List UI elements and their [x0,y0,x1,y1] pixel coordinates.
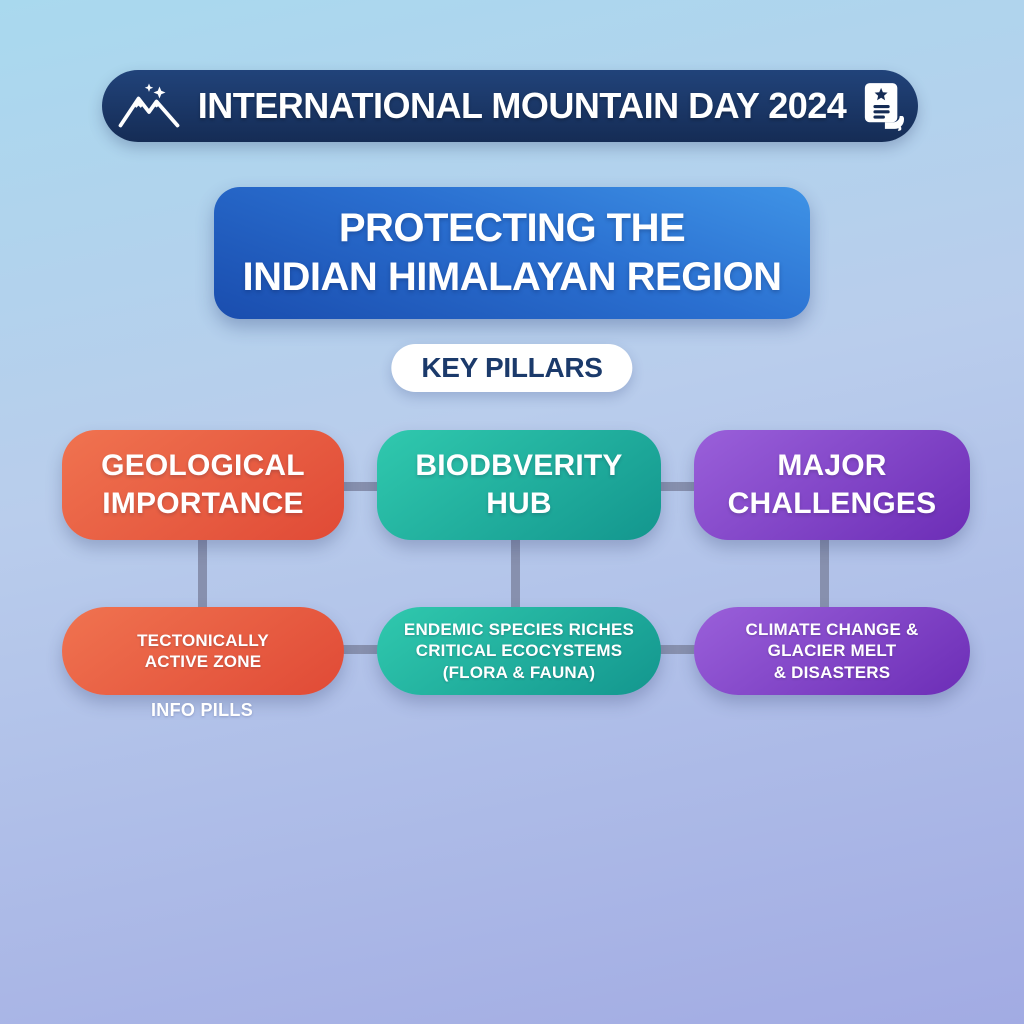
info-pill-endemic-species [377,607,661,695]
hero-title-line-2: INDIAN HIMALAYAN REGION [242,255,782,299]
pillar-card-geological-importance [62,430,344,540]
info-pill-line: ENDEMIC SPECIES RICHES [403,620,635,640]
pillar-label-line: BIODBVERITY [415,448,623,482]
pillar-card-biodiversity-hub [377,430,661,540]
header-title: INTERNATIONAL MOUNTAIN DAY 2024 [197,85,847,126]
info-pill-climate-challenges [694,607,970,695]
mountain-stars-icon [116,78,182,134]
pillar-label-line: GEOLOGICAL [101,448,305,482]
info-pill-tectonically-active-zone [62,607,344,695]
section-label: KEY PILLARS [421,352,603,383]
pillar-label-line: CHALLENGES [727,487,937,520]
info-pills-caption: INFO PILLS [151,700,253,720]
info-pill-line: & DISASTERS [773,662,891,682]
header-banner [102,70,918,142]
pillar-card-major-challenges [694,430,970,540]
pillar-label-line: IMPORTANCE [102,487,304,520]
info-pill-line: CLIMATE CHANGE & [745,620,919,640]
info-pill-line: TECTONICALLY [137,630,269,650]
hero-title-card [214,187,810,319]
info-pill-line: GLACIER MELT [767,641,897,661]
info-pill-line: ACTIVE ZONE [144,652,262,671]
scroll-icon [862,81,904,131]
info-pill-line: CRITICAL ECOCYSTEMS [415,641,623,661]
hero-title-line-1: PROTECTING THE [338,206,686,251]
pillar-label-line: HUB [486,487,552,520]
pillar-label-line: MAJOR [777,448,887,482]
info-pill-line: (FLORA & FAUNA) [442,662,596,682]
section-label-pill [391,344,632,392]
